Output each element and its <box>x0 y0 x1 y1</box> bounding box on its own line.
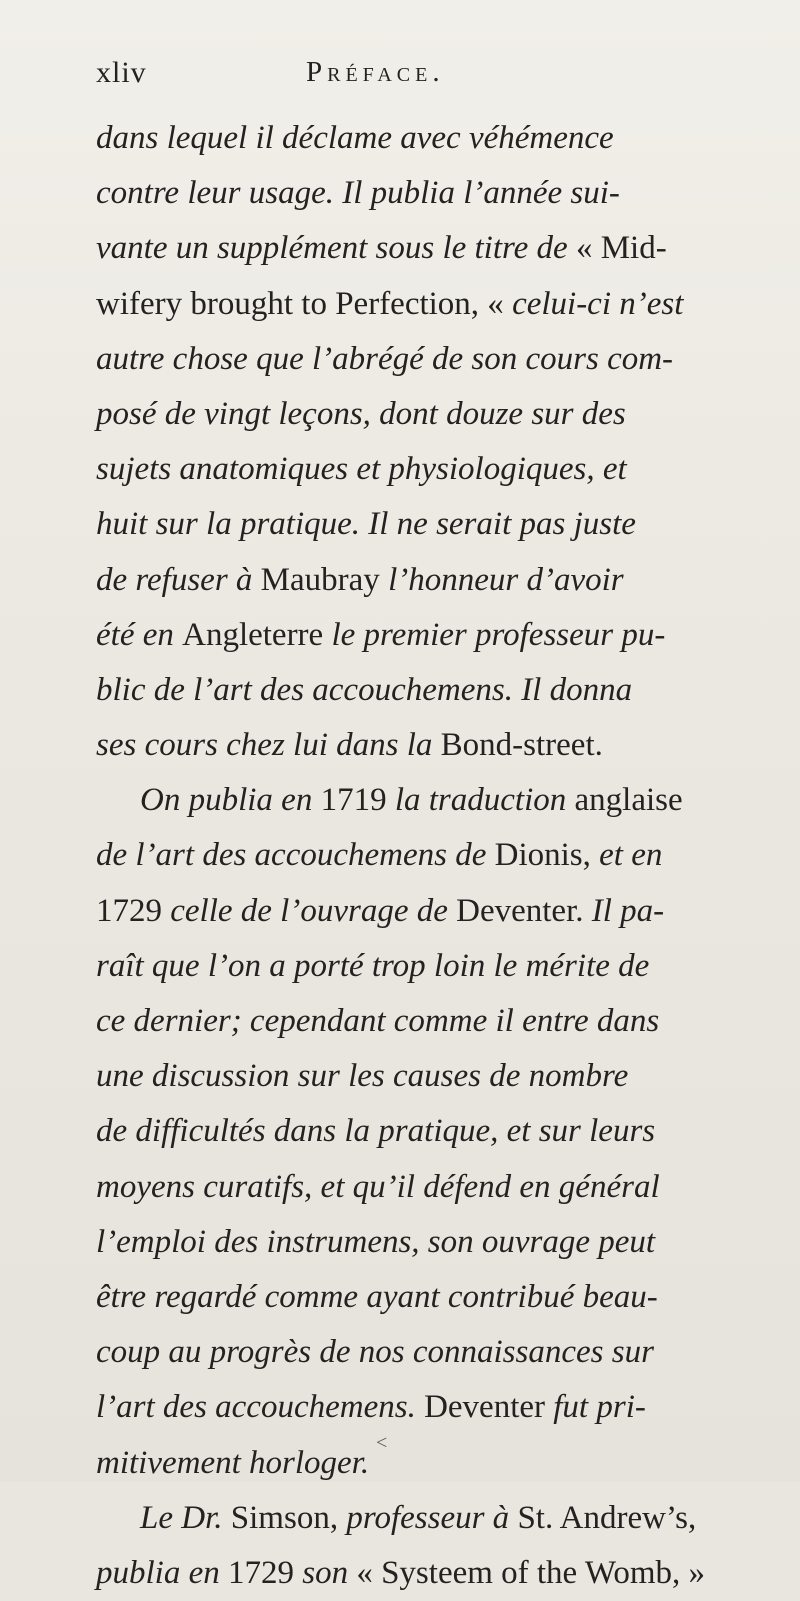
text-line <box>96 773 756 828</box>
roman-text: 1729 <box>227 1554 303 1591</box>
body-text <box>96 111 756 1601</box>
text-line <box>96 884 756 939</box>
text-line <box>96 1160 756 1215</box>
italic-text: mitivement horloger. <box>96 1444 370 1481</box>
text-line <box>96 387 756 442</box>
text-line <box>96 939 756 994</box>
italic-text: le premier professeur pu- <box>331 616 666 653</box>
italic-text: autre chose que l’abrégé de son cours com- <box>96 340 674 377</box>
roman-text: wifery brought to Perfection, « <box>96 285 513 322</box>
roman-text: Dionis, <box>494 837 600 874</box>
italic-text: publia en <box>96 1554 228 1591</box>
italic-text: été en <box>96 616 183 653</box>
roman-text: anglaise <box>574 782 683 819</box>
italic-text: Il pa- <box>591 892 665 929</box>
text-line <box>96 1049 756 1104</box>
page-number: xliv <box>96 56 147 89</box>
italic-text: huit sur la pratique. Il ne serait pas juste <box>96 506 636 543</box>
text-line <box>96 497 756 552</box>
text-line <box>96 277 756 332</box>
italic-text: l’honneur d’avoir <box>388 561 624 598</box>
italic-text: et en <box>599 837 663 874</box>
italic-text: sujets anatomiques et physiologiques, et <box>96 451 627 488</box>
text-line <box>96 1104 756 1159</box>
italic-text: On publia en <box>140 782 321 819</box>
italic-text: blic de l’art des accouchemens. Il donna <box>96 671 633 708</box>
italic-text: vante un supplément sous le titre de <box>96 230 576 267</box>
text-line <box>96 608 756 663</box>
italic-text: de l’art des accouchemens de <box>96 837 495 874</box>
italic-text: celui-ci n’est <box>512 285 684 322</box>
text-line <box>96 1491 756 1546</box>
text-line <box>96 663 756 718</box>
text-line <box>96 1546 756 1601</box>
roman-text: St. Andrew’s, <box>517 1499 697 1536</box>
text-line <box>96 1436 756 1491</box>
text-line <box>96 221 756 276</box>
roman-text: 1729 <box>96 892 171 929</box>
roman-text: Deventer. <box>456 892 592 929</box>
roman-text: « Mid- <box>575 230 667 267</box>
italic-text: ses cours chez lui dans la <box>96 727 441 764</box>
italic-text: celle de l’ouvrage de <box>170 892 457 929</box>
running-title: Préface. <box>306 56 445 88</box>
roman-text: Bond-street. <box>440 727 603 764</box>
roman-text: Maubray <box>260 561 389 598</box>
roman-text: Angleterre <box>182 616 332 653</box>
text-line <box>96 111 756 166</box>
italic-text: une discussion sur les causes de nombre <box>96 1058 629 1095</box>
text-line <box>96 1215 756 1270</box>
text-line <box>96 442 756 497</box>
text-line <box>96 166 756 221</box>
roman-text: 1719 <box>320 782 395 819</box>
italic-text: Le Dr. <box>140 1499 231 1536</box>
italic-text: l’art des accouchemens. <box>96 1389 425 1426</box>
italic-text: professeur à <box>346 1499 518 1536</box>
italic-text: de refuser à <box>96 561 261 598</box>
italic-text: contre leur usage. Il publia l’année sui- <box>96 175 620 212</box>
italic-text: la traduction <box>394 782 575 819</box>
italic-text: moyens curatifs, et qu’il défend en général <box>96 1168 660 1205</box>
roman-text: Simson, <box>230 1499 347 1536</box>
text-line <box>96 332 756 387</box>
text-line <box>96 994 756 1049</box>
text-line <box>96 828 756 883</box>
text-line <box>96 1380 756 1435</box>
text-line <box>96 553 756 608</box>
text-line <box>96 1270 756 1325</box>
italic-text: l’emploi des instrumens, son ouvrage peut <box>96 1223 656 1260</box>
roman-text: Deventer <box>424 1389 554 1426</box>
italic-text: ce dernier; cependant comme il entre dans <box>96 1003 660 1039</box>
italic-text: son <box>302 1554 357 1591</box>
italic-text: de difficultés dans la pratique, et sur leurs <box>96 1113 656 1150</box>
italic-text: raît que l’on a porté trop loin le mérite de <box>96 947 650 984</box>
page-header <box>96 56 740 104</box>
italic-text: être regardé comme ayant contribué beau- <box>96 1278 658 1315</box>
text-line <box>96 1325 756 1380</box>
italic-text: coup au progrès de nos connaissances sur <box>96 1334 654 1371</box>
text-line <box>96 718 756 773</box>
italic-text: posé de vingt leçons, dont douze sur des <box>96 395 626 432</box>
italic-text: dans lequel il déclame avec véhémence <box>96 120 614 156</box>
italic-text: fut pri- <box>553 1389 646 1426</box>
footer-mark: < <box>376 1432 388 1454</box>
roman-text: « Systeem of the Womb, » <box>356 1554 706 1591</box>
